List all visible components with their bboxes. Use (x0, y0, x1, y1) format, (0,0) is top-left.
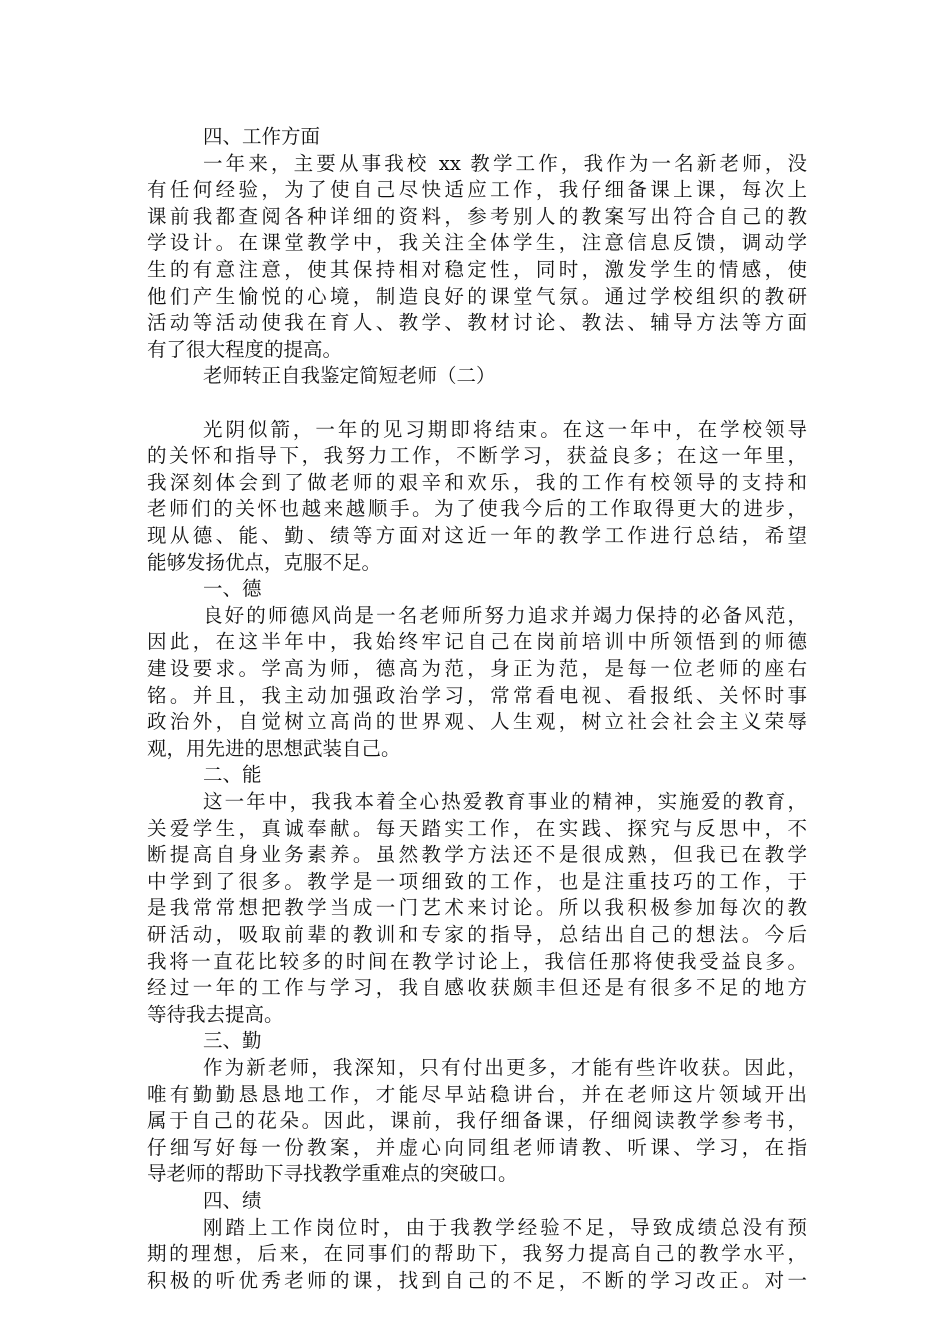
text-line: 的关怀和指导下，我努力工作，不断学习，获益良多；在这一年里， (147, 444, 807, 468)
text-line: 研活动，吸取前辈的教训和专家的指导，总结出自己的想法。今后 (147, 923, 807, 946)
text-line: 仔细写好每一份教案，并虚心向同组老师请教、听课、学习，在指 (147, 1135, 807, 1159)
text-line: 是我常常想把教学当成一门艺术来讨论。所以我积极参加每次的教 (147, 896, 807, 920)
text-line: 老师们的关怀也越来越顺手。为了使我今后的工作取得更大的进步， (147, 497, 807, 521)
text-line: 期的理想，后来，在同事们的帮助下，我努力提高自己的教学水平， (147, 1242, 807, 1266)
text-line: 光阴似箭，一年的见习期即将结束。在这一年中，在学校领导 (203, 417, 807, 441)
text-line: 四、绩 (203, 1189, 262, 1212)
text-line: 二、能 (203, 763, 262, 787)
text-line: 刚踏上工作岗位时，由于我教学经验不足，导致成绩总没有预 (203, 1215, 807, 1239)
text-line: 生的有意注意，使其保持相对稳定性，同时，激发学生的情感，使 (147, 258, 807, 281)
text-line: 我将一直花比较多的时间在教学讨论上，我信任那将使我受益良多。 (147, 949, 807, 973)
text-line: 我深刻体会到了做老师的艰辛和欢乐，我的工作有校领导的支持和 (147, 470, 807, 494)
text-line: 政治外，自觉树立高尚的世界观、人生观，树立社会社会主义荣辱 (147, 710, 807, 734)
text-line: 老师转正自我鉴定简短老师（二） (203, 364, 496, 388)
text-line: 有任何经验，为了使自己尽快适应工作，我仔细备课上课，每次上 (147, 178, 807, 202)
text-line: 学设计。在课堂教学中，我关注全体学生，注意信息反馈，调动学 (147, 231, 807, 255)
text-line: 他们产生愉悦的心境，制造良好的课堂气氛。通过学校组织的教研 (147, 284, 807, 308)
text-line: 铭。并且，我主动加强政治学习，常常看电视、看报纸、关怀时事 (147, 683, 807, 707)
text-line: 活动等活动使我在育人、教学、教材讨论、教法、辅导方法等方面 (147, 311, 807, 335)
text-line: 能够发扬优点，克服不足。 (147, 550, 382, 574)
text-line: 积极的听优秀老师的课，找到自己的不足，不断的学习改正。对一 (147, 1268, 807, 1292)
text-line: 三、勤 (203, 1029, 262, 1053)
text-line: 等待我去提高。 (147, 1002, 284, 1026)
blank-line (147, 389, 807, 416)
text-line: 作为新老师，我深知，只有付出更多，才能有些许收获。因此， (203, 1056, 807, 1079)
text-line: 良好的师德风尚是一名老师所努力追求并竭力保持的必备风范， (203, 603, 807, 627)
text-line: 属于自己的花朵。因此，课前，我仔细备课，仔细阅读教学参考书， (147, 1109, 807, 1133)
text-line: 一、德 (203, 577, 262, 601)
text-line: 有了很大程度的提高。 (147, 337, 343, 361)
text-line: 一年来，主要从事我校 xx 教学工作，我作为一名新老师，没 (203, 151, 807, 175)
text-line: 关爱学生，真诚奉献。每天踏实工作，在实践、探究与反思中，不 (147, 816, 807, 840)
text-line: 唯有勤勤恳恳地工作，才能尽早站稳讲台，并在老师这片领域开出 (147, 1082, 807, 1106)
text-line: 导老师的帮助下寻找教学重难点的突破口。 (147, 1162, 518, 1186)
text-line: 建设要求。学高为师，德高为范，身正为范，是每一位老师的座右 (147, 657, 807, 680)
text-line: 经过一年的工作与学习，我自感收获颇丰但还是有很多不足的地方 (147, 976, 807, 1000)
text-line: 四、工作方面 (203, 125, 321, 148)
text-line: 这一年中，我我本着全心热爱教育事业的精神，实施爱的教育， (203, 790, 807, 813)
text-line: 断提高自身业务素养。虽然教学方法还不是很成熟，但我已在教学 (147, 843, 807, 867)
text-line: 观，用先进的思想武装自己。 (147, 736, 401, 760)
text-line: 因此，在这半年中，我始终牢记自己在岗前培训中所领悟到的师德 (147, 630, 807, 654)
text-line: 课前我都查阅各种详细的资料，参考别人的教案写出符合自己的教 (147, 204, 807, 228)
text-line: 现从德、能、勤、绩等方面对这近一年的教学工作进行总结，希望 (147, 524, 807, 547)
text-line: 中学到了很多。教学是一项细致的工作，也是注重技巧的工作，于 (147, 869, 807, 893)
